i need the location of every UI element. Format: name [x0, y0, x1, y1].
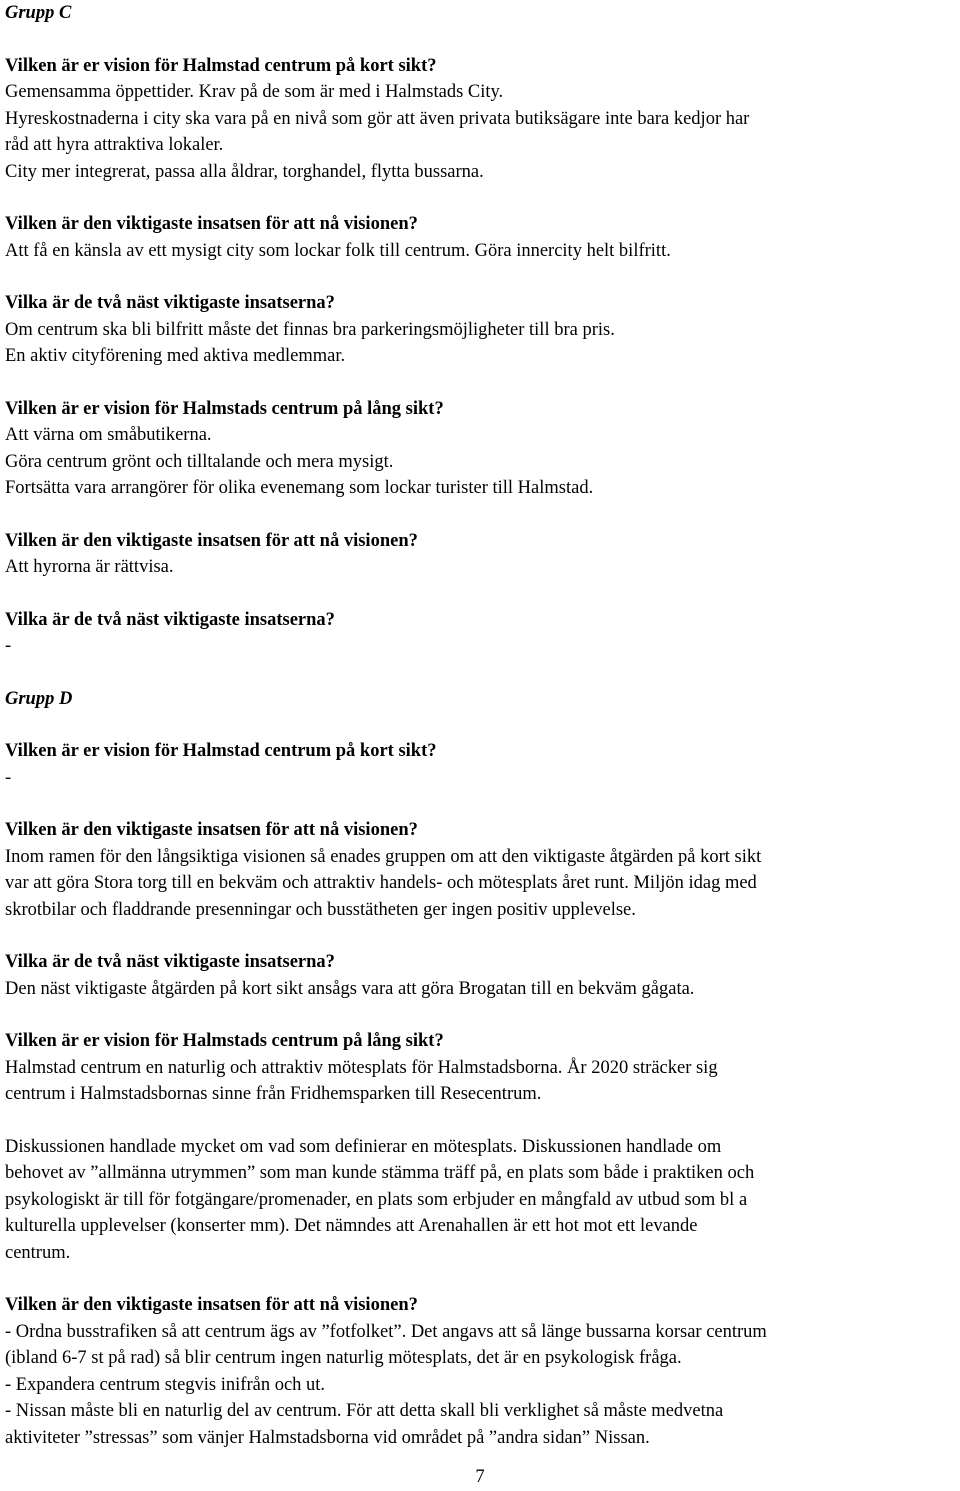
group-d-question-key-action-2: Vilken är den viktigaste insatsen för att nå visionen? [5, 1295, 418, 1315]
answer-line: Den näst viktigaste åtgärden på kort sikt ansågs vara att göra Brogatan till en bekväm gågata. [5, 978, 695, 999]
answer-line: - [5, 636, 12, 656]
spacer [5, 923, 957, 949]
group-c-question-next-actions: Vilka är de två näst viktigaste insatserna? [5, 293, 335, 313]
group-c-question-long-term: Vilken är er vision för Halmstads centrum på lång sikt? [5, 398, 444, 419]
answer-line: Göra centrum grönt och tilltalande och mera mysigt. [5, 451, 394, 472]
document-page [5, 0, 957, 1451]
spacer [5, 712, 957, 738]
answer-line: City mer integrerat, passa alla åldrar, torghandel, flytta bussarna. [5, 161, 484, 182]
answer-line: En aktiv cityförening med aktiva medlemmar. [5, 346, 346, 366]
group-c-question-key-action: Vilken är den viktigaste insatsen för att nå visionen? [5, 214, 418, 234]
answer-line: Halmstad centrum en naturlig och attraktiv mötesplats för Halmstadsborna. År 2020 sträcker sig [5, 1057, 718, 1078]
group-c-question-short-term: Vilken är er vision för Halmstad centrum på kort sikt? [5, 55, 437, 76]
spacer [5, 264, 957, 290]
answer-line: Gemensamma öppettider. Krav på de som är med i Halmstads City. [5, 82, 504, 102]
spacer [5, 1002, 957, 1028]
answer-line: - [5, 767, 12, 788]
spacer [5, 502, 957, 528]
answer-line: Att värna om småbutikerna. [5, 425, 212, 445]
page-number: 7 [475, 1467, 485, 1487]
answer-line: Inom ramen för den långsiktiga visionen så enades gruppen om att den viktigaste åtgärden på kort sikt [5, 846, 762, 867]
answer-line: (ibland 6-7 st på rad) så blir centrum ingen naturlig mötesplats, det är en psykologisk fråga. [5, 1348, 682, 1368]
group-c-question-key-action-2: Vilken är den viktigaste insatsen för att nå visionen? [5, 530, 418, 551]
answer-line: råd att hyra attraktiva lokaler. [5, 135, 224, 155]
discussion-line: psykologiskt är till för fotgängare/promenader, en plats som erbjuder en mångfald av utbud som bl a [5, 1189, 748, 1210]
discussion-line: Diskussionen handlade mycket om vad som definierar en mötesplats. Diskussionen handlade om [5, 1136, 722, 1157]
group-c-heading: Grupp C [5, 3, 72, 23]
discussion-line: kulturella upplevelser (konserter mm). Det nämndes att Arenahallen är ett hot mot ett levande [5, 1216, 698, 1236]
answer-line: Att hyrorna är rättvisa. [5, 557, 174, 577]
spacer [5, 370, 957, 396]
group-d-question-short-term: Vilken är er vision för Halmstad centrum på kort sikt? [5, 741, 437, 761]
group-d-question-next-actions: Vilka är de två näst viktigaste insatserna? [5, 952, 335, 972]
group-d-question-key-action: Vilken är den viktigaste insatsen för att nå visionen? [5, 820, 418, 840]
answer-line: Om centrum ska bli bilfritt måste det finnas bra parkeringsmöjligheter till bra pris. [5, 319, 615, 340]
answer-line: centrum i Halmstadsbornas sinne från Fridhemsparken till Resecentrum. [5, 1084, 542, 1104]
answer-line: - Nissan måste bli en naturlig del av centrum. För att detta skall bli verklighet så måste medvetna [5, 1401, 724, 1421]
spacer [5, 791, 957, 817]
spacer [5, 1266, 957, 1292]
spacer [5, 581, 957, 607]
group-c-question-next-actions-2: Vilka är de två näst viktigaste insatserna? [5, 609, 335, 630]
spacer [5, 660, 957, 686]
discussion-line: centrum. [5, 1242, 71, 1263]
answer-line: aktiviteter ”stressas” som vänjer Halmstadsborna vid området på ”andra sidan” Nissan. [5, 1427, 650, 1448]
group-d-heading: Grupp D [5, 688, 73, 709]
answer-line: Fortsätta vara arrangörer för olika evenemang som lockar turister till Halmstad. [5, 478, 594, 498]
spacer [5, 185, 957, 211]
answer-line: Att få en känsla av ett mysigt city som lockar folk till centrum. Göra innercity helt bilfritt. [5, 240, 671, 261]
answer-line: var att göra Stora torg till en bekväm och attraktiv handels- och mötesplats året runt. Miljön idag med [5, 873, 757, 893]
answer-line: Hyreskostnaderna i city ska vara på en nivå som gör att även privata butiksägare inte bara kedjor har [5, 108, 750, 129]
spacer [5, 27, 957, 53]
group-d-question-long-term: Vilken är er vision för Halmstads centrum på lång sikt? [5, 1031, 444, 1051]
spacer [5, 1108, 957, 1134]
answer-line: - Expandera centrum stegvis inifrån och ut. [5, 1374, 326, 1395]
discussion-line: behovet av ”allmänna utrymmen” som man kunde stämma träff på, en plats som både i praktiken och [5, 1163, 755, 1183]
answer-line: skrotbilar och fladdrande presenningar och busstätheten ger ingen positiv upplevelse. [5, 899, 636, 920]
answer-line: - Ordna busstrafiken så att centrum ägs av ”fotfolket”. Det angavs att så länge bussarna korsar centrum [5, 1321, 767, 1342]
